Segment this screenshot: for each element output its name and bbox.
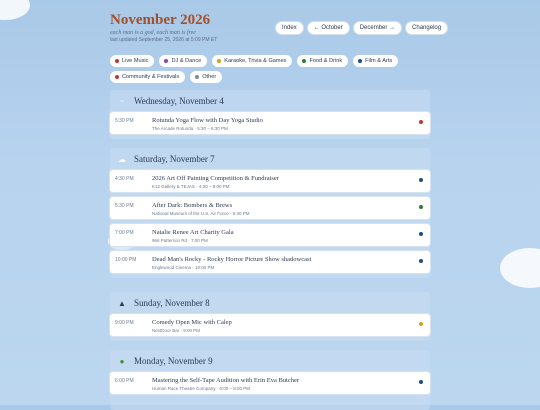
- category-dot: [419, 259, 423, 263]
- changelog-button[interactable]: Changelog: [406, 22, 447, 34]
- event-time: 5:30 PM: [115, 118, 134, 124]
- day-header: [110, 350, 430, 372]
- event-time: 4:30 PM: [115, 176, 134, 182]
- day-section: [110, 148, 430, 278]
- cloud-icon: ☁: [118, 154, 126, 164]
- day-title: Saturday, November 7: [134, 154, 215, 164]
- event-title[interactable]: Rotunda Yoga Flow with Day Yoga Studio: [152, 117, 263, 124]
- event-title[interactable]: Mastering the Self-Tape Audition with Erin Eva Butcher: [152, 377, 300, 384]
- event-venue: 966 Patterson Rd · 7:00 PM: [152, 238, 208, 243]
- event-title[interactable]: 2026 Art Off Painting Competition & Fundraiser: [152, 175, 279, 182]
- event-row[interactable]: [110, 170, 430, 192]
- apple-icon: ●: [119, 356, 125, 366]
- day-title: Monday, November 9: [134, 356, 213, 366]
- event-row[interactable]: [110, 112, 430, 134]
- last-updated: last updated September 25, 2026 at 5:09 PM ET: [110, 37, 218, 43]
- day-section: [110, 292, 430, 341]
- category-community-festivals[interactable]: [110, 71, 185, 83]
- category-dot: [419, 322, 423, 326]
- mountain-icon: ▲: [118, 298, 126, 308]
- event-time: 10:00 PM: [115, 257, 137, 263]
- day-title: Wednesday, November 4: [134, 96, 224, 106]
- event-venue: K12 Gallery & TEJAS · 4:30 – 9:00 PM: [152, 184, 230, 189]
- category-dot: [419, 120, 423, 124]
- category-dot: [302, 59, 306, 63]
- day-header: [110, 292, 430, 314]
- wind-icon: ~: [119, 96, 125, 106]
- category-dot: [115, 75, 119, 79]
- category-other[interactable]: [190, 71, 222, 83]
- category-label: DJ & Dance: [171, 58, 202, 64]
- event-venue: Englewood Cinema · 10:00 PM: [152, 265, 215, 270]
- prev-month-button[interactable]: ← October: [308, 22, 349, 34]
- day-section: [110, 350, 430, 410]
- category-film-arts[interactable]: [353, 55, 398, 67]
- event-row[interactable]: [110, 224, 430, 246]
- category-dot: [195, 75, 199, 79]
- event-row[interactable]: [110, 197, 430, 219]
- category-filters: [110, 55, 440, 83]
- page-title: November 2026: [110, 12, 211, 28]
- category-dot: [419, 205, 423, 209]
- event-time: 7:00 PM: [115, 230, 134, 236]
- index-button[interactable]: Index: [276, 22, 303, 34]
- category-label: Food & Drink: [309, 58, 343, 64]
- category-dot: [419, 232, 423, 236]
- day-title: Sunday, November 8: [134, 298, 210, 308]
- event-title[interactable]: Natalie Renee Art Charity Gala: [152, 229, 234, 236]
- day-header: [110, 90, 430, 112]
- event-title[interactable]: Comedy Open Mic with Calep: [152, 319, 232, 326]
- category-food-drink[interactable]: [297, 55, 348, 67]
- background-cloud: [0, 0, 30, 20]
- category-label: Live Music: [122, 58, 149, 64]
- next-month-button[interactable]: December →: [354, 22, 401, 34]
- event-time: 9:00 PM: [115, 320, 134, 326]
- event-row[interactable]: [110, 372, 430, 394]
- event-venue: The Arcade Rotunda · 5:30 – 6:30 PM: [152, 126, 228, 131]
- month-nav: [276, 22, 447, 34]
- event-time: 6:00 PM: [115, 378, 134, 384]
- day-section: [110, 90, 430, 139]
- background-cloud: [500, 248, 540, 288]
- event-venue: National Museum of the U.S. Air Force · 5:30 PM: [152, 211, 250, 216]
- event-row[interactable]: [110, 251, 430, 273]
- category-dj-dance[interactable]: [159, 55, 207, 67]
- category-label: Community & Festivals: [122, 74, 180, 80]
- day-header: [110, 148, 430, 170]
- event-row[interactable]: [110, 314, 430, 336]
- event-venue: NextDoor Bar · 9:00 PM: [152, 328, 201, 333]
- category-dot: [164, 59, 168, 63]
- category-label: Film & Arts: [365, 58, 393, 64]
- category-dot: [115, 59, 119, 63]
- event-title[interactable]: Dead Man's Rocky - Rocky Horror Picture Show shadowcast: [152, 256, 312, 263]
- event-venue: Human Race Theatre Company · 6:00 – 8:00 PM: [152, 386, 250, 391]
- tagline: each man is a god, each man is free: [110, 30, 196, 36]
- event-title[interactable]: After Dark: Bombers & Brews: [152, 202, 233, 209]
- category-dot: [419, 380, 423, 384]
- category-karaoke-trivia-games[interactable]: [212, 55, 292, 67]
- category-dot: [217, 59, 221, 63]
- category-dot: [419, 178, 423, 182]
- category-dot: [358, 59, 362, 63]
- event-time: 5:30 PM: [115, 203, 134, 209]
- category-label: Other: [202, 74, 217, 80]
- category-live-music[interactable]: [110, 55, 154, 67]
- category-label: Karaoke, Trivia & Games: [224, 58, 287, 64]
